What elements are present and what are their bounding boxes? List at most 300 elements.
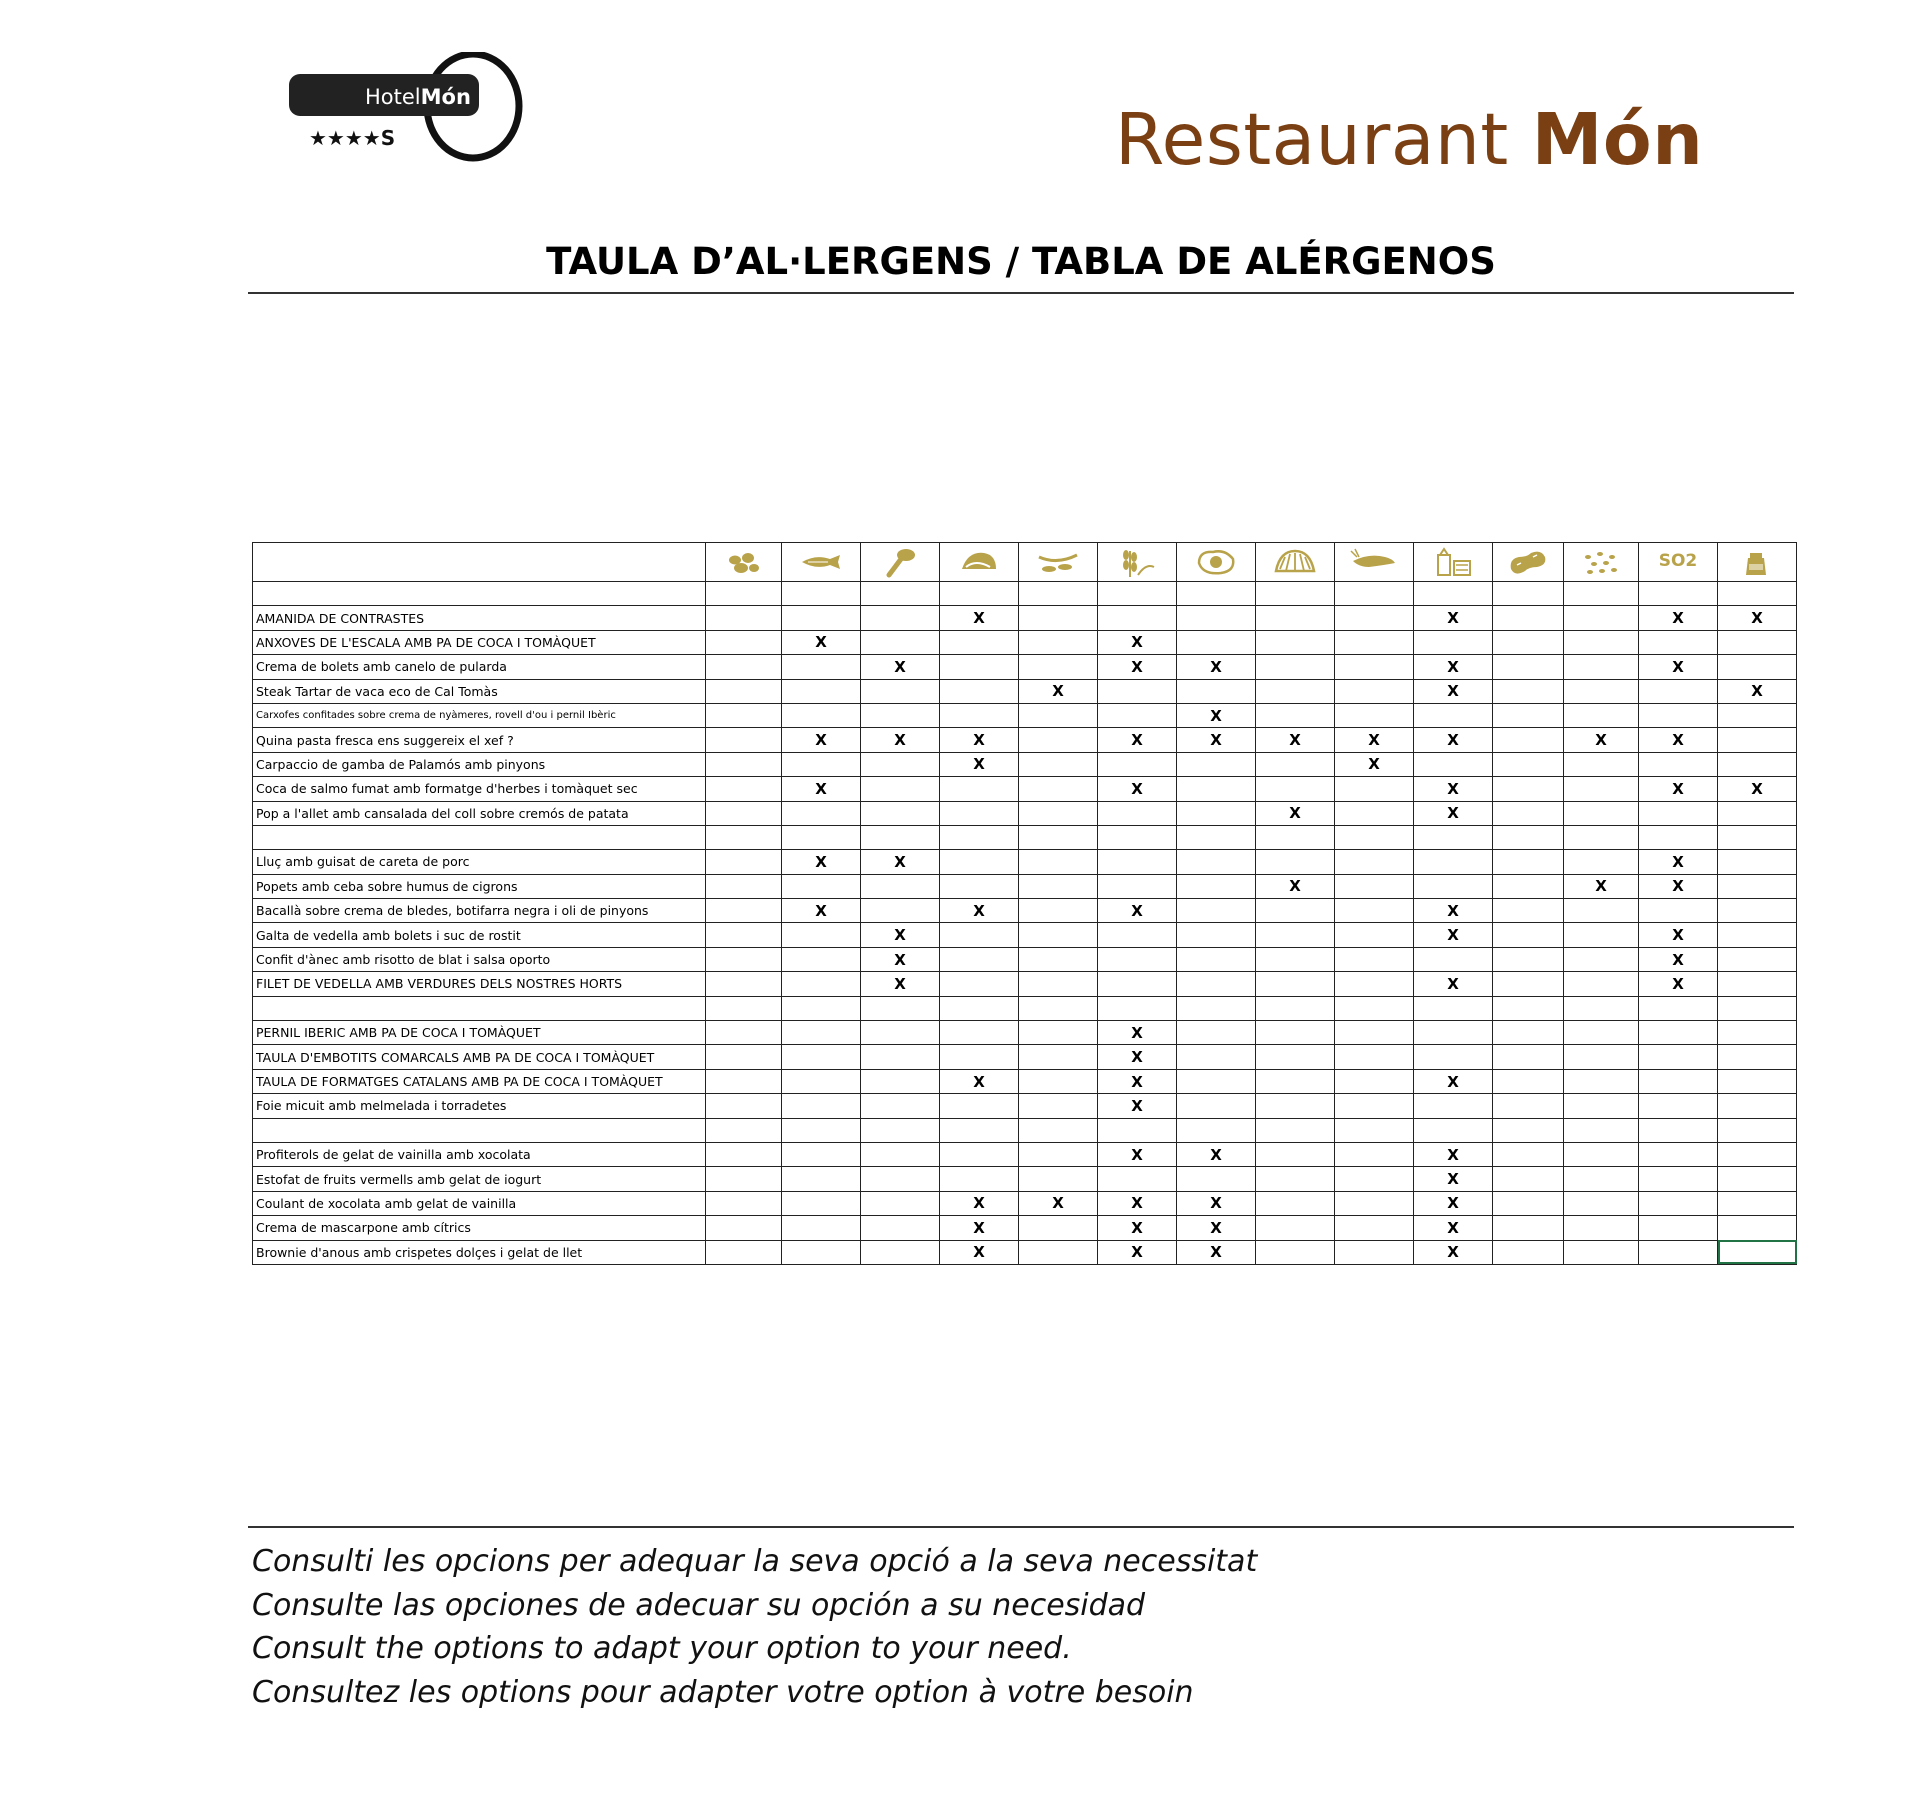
allergen-cell — [782, 752, 861, 776]
allergen-mark: X — [1447, 731, 1459, 750]
allergen-cell — [1335, 703, 1414, 727]
allergen-cell — [1718, 1118, 1797, 1142]
allergen-mark: X — [1447, 1072, 1459, 1091]
allergen-cell — [1335, 874, 1414, 898]
allergen-cell — [1493, 1167, 1564, 1191]
allergen-cell — [1639, 777, 1718, 801]
allergen-cell — [1718, 801, 1797, 825]
allergen-cell — [782, 1118, 861, 1142]
footer-line-spanish: Consulte las opciones de adecuar su opción a su necesidad — [252, 1587, 1146, 1623]
allergen-cell — [1019, 874, 1098, 898]
allergen-cell — [1493, 679, 1564, 703]
dish-name: Crema de bolets amb canelo de pularda — [253, 655, 706, 679]
allergen-cell — [1019, 899, 1098, 923]
allergen-cell — [1177, 996, 1256, 1020]
dish-name: TAULA DE FORMATGES CATALANS AMB PA DE COCA I TOMÀQUET — [253, 1069, 706, 1093]
allergen-cell — [861, 1191, 940, 1215]
allergen-cell — [1639, 655, 1718, 679]
allergen-cell — [940, 630, 1019, 654]
allergen-cell — [1098, 752, 1177, 776]
allergen-cell — [1019, 752, 1098, 776]
allergen-cell — [1098, 996, 1177, 1020]
allergen-cell — [861, 679, 940, 703]
allergen-cell — [1019, 1191, 1098, 1215]
allergen-cell — [861, 996, 940, 1020]
allergen-cell — [1256, 1216, 1335, 1240]
allergen-cell — [1019, 630, 1098, 654]
allergen-mark: X — [1447, 1243, 1459, 1262]
allergen-cell — [940, 1191, 1019, 1215]
allergen-cell — [782, 655, 861, 679]
allergen-mark: X — [1052, 1194, 1064, 1213]
allergen-mark: X — [1672, 926, 1684, 945]
allergen-mark: X — [1672, 657, 1684, 676]
allergen-cell — [1414, 1142, 1493, 1166]
allergen-cell — [1639, 1045, 1718, 1069]
allergen-cell — [1019, 606, 1098, 630]
table-row — [253, 1167, 1797, 1191]
allergen-cell — [1564, 582, 1639, 606]
allergen-header-cell — [1718, 543, 1797, 582]
allergen-header-cell — [1564, 543, 1639, 582]
allergen-cell — [1256, 1118, 1335, 1142]
allergen-cell — [1493, 1094, 1564, 1118]
allergen-cell — [1414, 1191, 1493, 1215]
allergen-cell — [1019, 1240, 1098, 1264]
allergen-mark: X — [1210, 1194, 1222, 1213]
allergen-cell — [861, 703, 940, 727]
allergen-cell — [1335, 996, 1414, 1020]
allergen-cell — [1718, 1191, 1797, 1215]
allergen-mark: X — [815, 633, 827, 652]
allergen-cell — [861, 655, 940, 679]
peanut-icon — [1503, 545, 1553, 579]
dish-name: FILET DE VEDELLA AMB VERDURES DELS NOSTRES HORTS — [253, 972, 706, 996]
allergen-cell — [1414, 850, 1493, 874]
allergen-mark: X — [1447, 804, 1459, 823]
allergen-cell — [1098, 801, 1177, 825]
allergen-cell — [940, 1021, 1019, 1045]
allergen-cell — [1414, 1021, 1493, 1045]
allergen-mark: X — [1447, 609, 1459, 628]
allergen-cell — [782, 606, 861, 630]
allergen-cell — [706, 972, 782, 996]
allergen-cell — [782, 923, 861, 947]
allergen-cell — [1177, 1240, 1256, 1264]
allergen-cell — [1493, 972, 1564, 996]
allergen-cell — [1718, 1045, 1797, 1069]
allergen-cell — [706, 1021, 782, 1045]
svg-text:HotelMón — [365, 85, 471, 109]
allergen-cell — [1098, 947, 1177, 971]
allergen-cell — [1493, 703, 1564, 727]
allergen-cell — [1098, 1118, 1177, 1142]
allergen-cell — [1718, 899, 1797, 923]
allergen-cell — [706, 1142, 782, 1166]
allergen-mark: X — [1595, 877, 1607, 896]
table-row — [253, 801, 1797, 825]
allergen-mark: X — [1447, 682, 1459, 701]
allergen-cell — [1177, 1069, 1256, 1093]
allergen-cell — [1493, 1118, 1564, 1142]
allergen-cell — [1177, 1094, 1256, 1118]
allergen-cell — [1564, 1118, 1639, 1142]
allergen-cell — [1718, 1167, 1797, 1191]
allergen-cell — [1564, 825, 1639, 849]
allergen-mark: X — [894, 926, 906, 945]
allergen-cell — [1335, 850, 1414, 874]
allergen-cell — [1639, 1094, 1718, 1118]
allergen-cell — [782, 1021, 861, 1045]
allergen-cell — [940, 1094, 1019, 1118]
allergen-cell — [1019, 996, 1098, 1020]
allergen-cell — [1335, 1021, 1414, 1045]
allergen-mark: X — [1368, 731, 1380, 750]
allergen-cell — [1414, 923, 1493, 947]
allergen-cell — [706, 1094, 782, 1118]
allergen-cell — [1019, 850, 1098, 874]
allergen-cell — [1256, 1142, 1335, 1166]
allergen-cell — [861, 582, 940, 606]
allergen-mark: X — [1368, 755, 1380, 774]
footer-line-english: Consult the options to adapt your option to your need. — [252, 1631, 1072, 1666]
allergen-mark: X — [1210, 1243, 1222, 1262]
allergen-cell — [940, 874, 1019, 898]
allergen-cell — [1098, 703, 1177, 727]
allergen-cell — [1256, 923, 1335, 947]
spacer-row — [253, 996, 1797, 1020]
allergen-cell — [1718, 947, 1797, 971]
allergen-cell — [1335, 582, 1414, 606]
allergen-cell — [861, 1167, 940, 1191]
allergen-mark: X — [1131, 901, 1143, 920]
allergen-cell — [940, 606, 1019, 630]
allergen-cell — [1639, 752, 1718, 776]
allergen-cell — [940, 703, 1019, 727]
allergen-cell — [1718, 825, 1797, 849]
allergen-cell — [940, 728, 1019, 752]
allergen-cell — [1256, 874, 1335, 898]
allergen-mark: X — [1289, 731, 1301, 750]
allergen-header-cell — [1019, 543, 1098, 582]
allergen-cell — [1177, 1191, 1256, 1215]
table-row — [253, 752, 1797, 776]
logo-text-hotel: Hotel — [365, 85, 421, 109]
allergen-cell — [1177, 752, 1256, 776]
allergen-header-cell — [1639, 543, 1718, 582]
allergen-cell — [1718, 850, 1797, 874]
allergen-cell — [940, 947, 1019, 971]
allergen-cell — [940, 752, 1019, 776]
allergen-cell — [1493, 728, 1564, 752]
dish-name: Estofat de fruits vermells amb gelat de iogurt — [253, 1167, 706, 1191]
milk-icon — [954, 545, 1004, 579]
table-row — [253, 1045, 1797, 1069]
allergen-cell — [1335, 1094, 1414, 1118]
allergen-cell — [1256, 1167, 1335, 1191]
allergen-cell — [861, 801, 940, 825]
allergen-cell — [861, 1240, 940, 1264]
allergen-mark: X — [973, 901, 985, 920]
allergen-cell — [1335, 801, 1414, 825]
allergen-cell — [706, 606, 782, 630]
allergen-cell — [1414, 752, 1493, 776]
allergen-cell — [1256, 825, 1335, 849]
allergen-cell — [706, 752, 782, 776]
allergen-cell — [1335, 1069, 1414, 1093]
dish-name: PERNIL IBERIC AMB PA DE COCA I TOMÀQUET — [253, 1021, 706, 1045]
allergen-cell — [1414, 874, 1493, 898]
allergen-cell — [1639, 947, 1718, 971]
allergen-cell — [706, 825, 782, 849]
allergen-cell — [1564, 1021, 1639, 1045]
dish-name — [253, 582, 706, 606]
allergen-cell — [1493, 777, 1564, 801]
allergen-cell — [1414, 972, 1493, 996]
table-row — [253, 679, 1797, 703]
allergen-cell — [1564, 972, 1639, 996]
allergen-cell — [706, 703, 782, 727]
allergen-cell — [1177, 582, 1256, 606]
allergen-cell — [782, 703, 861, 727]
allergen-cell — [1718, 630, 1797, 654]
allergen-cell — [706, 679, 782, 703]
restaurant-title-name: Món — [1531, 98, 1704, 181]
allergen-cell — [861, 850, 940, 874]
allergen-cell — [861, 1045, 940, 1069]
allergen-cell — [1177, 801, 1256, 825]
allergen-cell — [1639, 1021, 1718, 1045]
allergen-mark: X — [1672, 974, 1684, 993]
allergen-cell — [1414, 899, 1493, 923]
allergen-cell — [782, 1045, 861, 1069]
allergen-cell — [1493, 1142, 1564, 1166]
allergen-cell — [782, 630, 861, 654]
allergen-cell — [782, 1240, 861, 1264]
spacer-row — [253, 1118, 1797, 1142]
allergen-cell — [1177, 630, 1256, 654]
allergen-cell — [1718, 1069, 1797, 1093]
allergen-cell — [1718, 923, 1797, 947]
allergen-cell — [1564, 1094, 1639, 1118]
allergen-cell — [1177, 703, 1256, 727]
dish-name: Pop a l'allet amb cansalada del coll sobre cremós de patata — [253, 801, 706, 825]
allergen-cell — [940, 1167, 1019, 1191]
allergen-cell — [1335, 1118, 1414, 1142]
allergen-cell — [1718, 1240, 1797, 1264]
allergen-mark: X — [1210, 706, 1222, 725]
mollusc-icon — [1270, 545, 1320, 579]
allergen-cell — [1256, 1191, 1335, 1215]
allergen-header-cell — [940, 543, 1019, 582]
allergen-cell — [940, 582, 1019, 606]
dish-name: Coulant de xocolata amb gelat de vainilla — [253, 1191, 706, 1215]
dish-name: TAULA D'EMBOTITS COMARCALS AMB PA DE COCA I TOMÀQUET — [253, 1045, 706, 1069]
allergen-cell — [1564, 679, 1639, 703]
allergen-cell — [1256, 1094, 1335, 1118]
allergen-cell — [1098, 777, 1177, 801]
allergen-cell — [1098, 1142, 1177, 1166]
allergen-mark: X — [1131, 1096, 1143, 1115]
dish-name — [253, 996, 706, 1020]
allergen-cell — [1256, 752, 1335, 776]
allergen-cell — [706, 582, 782, 606]
allergen-cell — [1177, 1021, 1256, 1045]
allergen-cell — [1177, 850, 1256, 874]
allergen-cell — [1564, 996, 1639, 1020]
allergen-cell — [1414, 1045, 1493, 1069]
allergen-cell — [1493, 1021, 1564, 1045]
allergen-mark: X — [1672, 852, 1684, 871]
allergen-cell — [1177, 777, 1256, 801]
allergen-cell — [1493, 752, 1564, 776]
allergen-cell — [1639, 850, 1718, 874]
allergen-cell — [782, 996, 861, 1020]
allergen-header-cell — [1335, 543, 1414, 582]
allergen-cell — [1019, 1216, 1098, 1240]
allergen-cell — [782, 1167, 861, 1191]
allergen-cell — [1639, 1191, 1718, 1215]
soy-icon — [1732, 545, 1782, 579]
allergen-cell — [1098, 1240, 1177, 1264]
allergen-cell — [940, 801, 1019, 825]
allergen-cell — [1718, 1021, 1797, 1045]
allergen-cell — [861, 972, 940, 996]
allergen-cell — [1414, 801, 1493, 825]
allergen-mark: X — [1595, 731, 1607, 750]
sesame-icon — [1576, 545, 1626, 579]
spacer-row — [253, 582, 1797, 606]
allergen-cell — [1718, 1142, 1797, 1166]
allergen-cell — [1564, 728, 1639, 752]
allergen-cell — [1639, 899, 1718, 923]
allergen-cell — [1335, 1142, 1414, 1166]
table-row — [253, 972, 1797, 996]
allergen-cell — [940, 1118, 1019, 1142]
allergen-cell — [1414, 1069, 1493, 1093]
allergen-cell — [1493, 1069, 1564, 1093]
allergen-cell — [1335, 1216, 1414, 1240]
allergen-cell — [861, 630, 940, 654]
allergen-cell — [1335, 752, 1414, 776]
allergen-cell — [1493, 1191, 1564, 1215]
allergen-cell — [1256, 801, 1335, 825]
allergen-cell — [1639, 1069, 1718, 1093]
allergen-cell — [1098, 1069, 1177, 1093]
allergen-icon-row — [253, 543, 1797, 582]
allergen-cell — [1335, 777, 1414, 801]
allergen-cell — [1639, 972, 1718, 996]
allergen-mark: X — [1672, 877, 1684, 896]
allergen-cell — [1098, 899, 1177, 923]
allergen-mark: X — [1052, 682, 1064, 701]
nuts-icon — [719, 545, 769, 579]
allergen-header-cell — [861, 543, 940, 582]
allergen-cell — [1414, 947, 1493, 971]
allergen-cell — [1335, 972, 1414, 996]
allergen-header-cell — [1256, 543, 1335, 582]
allergen-mark: X — [1131, 657, 1143, 676]
allergen-mark: X — [1289, 877, 1301, 896]
allergen-cell — [782, 850, 861, 874]
dish-name: Crema de mascarpone amb cítrics — [253, 1216, 706, 1240]
allergen-cell — [861, 1216, 940, 1240]
allergen-mark: X — [1210, 657, 1222, 676]
allergen-cell — [861, 728, 940, 752]
allergen-mark: X — [894, 974, 906, 993]
allergen-mark: X — [1751, 682, 1763, 701]
allergen-mark: X — [1447, 901, 1459, 920]
allergen-cell — [940, 1240, 1019, 1264]
allergen-cell — [706, 1045, 782, 1069]
restaurant-title-word: Restaurant — [1115, 98, 1509, 181]
allergen-mark: X — [894, 731, 906, 750]
allergen-cell — [1019, 703, 1098, 727]
allergen-mark: X — [1131, 1145, 1143, 1164]
allergen-cell — [1256, 1021, 1335, 1045]
allergen-cell — [1414, 1118, 1493, 1142]
allergen-cell — [706, 655, 782, 679]
allergen-cell — [1019, 801, 1098, 825]
allergen-mark: X — [1131, 1194, 1143, 1213]
table-row — [253, 777, 1797, 801]
allergen-header-cell — [782, 543, 861, 582]
allergen-cell — [706, 947, 782, 971]
allergen-cell — [1414, 582, 1493, 606]
allergen-cell — [1177, 728, 1256, 752]
allergen-mark: X — [1210, 731, 1222, 750]
allergen-mark: X — [1751, 609, 1763, 628]
allergen-cell — [1019, 1021, 1098, 1045]
allergen-mark: X — [1131, 633, 1143, 652]
allergen-cell — [1493, 874, 1564, 898]
allergen-cell — [1098, 630, 1177, 654]
allergen-cell — [1098, 923, 1177, 947]
allergen-cell — [1414, 777, 1493, 801]
allergen-cell — [1335, 1191, 1414, 1215]
allergen-cell — [1335, 728, 1414, 752]
allergen-cell — [1493, 899, 1564, 923]
allergen-mark: X — [973, 1243, 985, 1262]
allergen-mark: X — [1672, 609, 1684, 628]
allergen-cell — [1177, 947, 1256, 971]
dish-name — [253, 1118, 706, 1142]
allergen-cell — [1177, 1118, 1256, 1142]
allergen-cell — [1177, 606, 1256, 630]
page-title: TAULA D’AL·LERGENS / TABLA DE ALÉRGENOS — [546, 240, 1496, 283]
egg-icon — [1191, 545, 1241, 579]
fish-icon — [796, 545, 846, 579]
allergen-header-cell — [1098, 543, 1177, 582]
dish-name: Quina pasta fresca ens suggereix el xef ? — [253, 728, 706, 752]
allergen-cell — [1639, 606, 1718, 630]
allergen-cell — [861, 777, 940, 801]
table-row — [253, 655, 1797, 679]
allergen-cell — [861, 825, 940, 849]
allergen-mark: X — [1447, 1145, 1459, 1164]
allergen-cell — [1493, 1045, 1564, 1069]
allergen-cell — [706, 801, 782, 825]
allergen-cell — [782, 972, 861, 996]
allergen-cell — [1414, 655, 1493, 679]
allergen-cell — [1639, 630, 1718, 654]
allergen-cell — [940, 1069, 1019, 1093]
lupin-icon — [1033, 545, 1083, 579]
allergen-cell — [1098, 825, 1177, 849]
allergen-cell — [1019, 923, 1098, 947]
allergen-cell — [1256, 996, 1335, 1020]
dish-name: Galta de vedella amb bolets i suc de rostit — [253, 923, 706, 947]
